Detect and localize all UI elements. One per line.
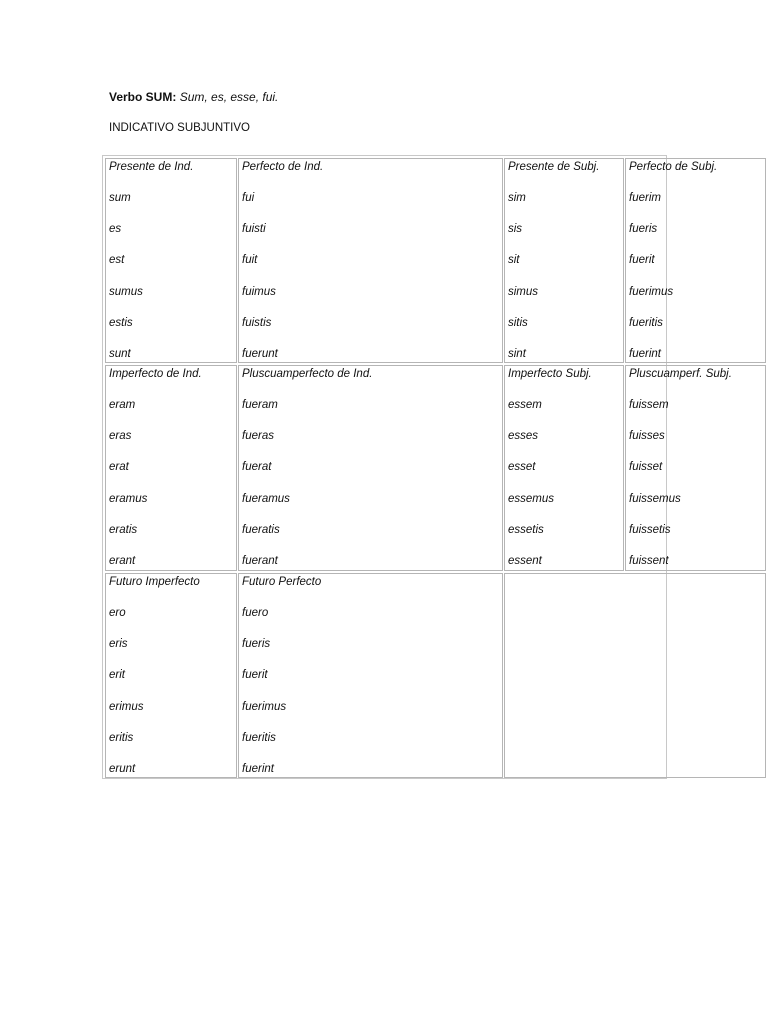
tense-title: Perfecto de Subj. [629, 161, 718, 173]
verb-form: sumus [109, 286, 143, 298]
verb-form: esses [508, 430, 539, 442]
tense-title: Pluscuamperfecto de Ind. [242, 368, 373, 380]
verb-form: fuerint [242, 763, 274, 775]
conjugation-table [102, 155, 732, 779]
verb-form: fuit [242, 254, 258, 266]
verb-form: fuero [242, 607, 269, 619]
verb-form: fueram [242, 399, 278, 411]
verb-form: fueris [242, 638, 271, 650]
tense-cell-pluscuamperfecto-ind [238, 365, 503, 571]
verb-form: fuerimus [242, 701, 287, 713]
verb-form: fuissem [629, 399, 669, 411]
verb-form: fuissetis [629, 524, 671, 536]
verb-form: eritis [109, 732, 134, 744]
tense-cell-presente-subj [504, 158, 624, 363]
verb-form: eram [109, 399, 136, 411]
tense-title: Futuro Imperfecto [109, 576, 200, 588]
verb-form: fuerim [629, 192, 661, 204]
verb-form: eras [109, 430, 132, 442]
verb-form: erat [109, 461, 129, 473]
verb-label: Verbo SUM: [109, 90, 177, 104]
verb-form: es [109, 223, 122, 235]
verb-form: fuisti [242, 223, 266, 235]
verb-form: fuimus [242, 286, 276, 298]
verb-form: sit [508, 254, 520, 266]
tense-cell-futuro-imperfecto [105, 573, 237, 778]
verb-form: sunt [109, 348, 131, 360]
tense-cell-perfecto-subj [625, 158, 766, 363]
tense-title: Futuro Perfecto [242, 576, 322, 588]
verb-form: sitis [508, 317, 528, 329]
verb-form: erimus [109, 701, 144, 713]
verb-form: fueramus [242, 493, 290, 505]
verb-form: esset [508, 461, 536, 473]
tense-title: Pluscuamperf. Subj. [629, 368, 732, 380]
tense-cell-imperfecto-subj [504, 365, 624, 571]
verb-form: simus [508, 286, 539, 298]
verb-form: sint [508, 348, 526, 360]
verb-form: sis [508, 223, 523, 235]
verb-form: eris [109, 638, 128, 650]
verb-form: fueritis [629, 317, 663, 329]
verb-form: fuerimus [629, 286, 674, 298]
verb-form: fuisses [629, 430, 665, 442]
tense-cell-perfecto-ind [238, 158, 503, 363]
tense-title: Presente de Ind. [109, 161, 194, 173]
verb-form: essemus [508, 493, 555, 505]
verb-form: fueris [629, 223, 658, 235]
tense-title: Perfecto de Ind. [242, 161, 324, 173]
verb-form: essent [508, 555, 542, 567]
verb-form: eratis [109, 524, 138, 536]
verb-form: sim [508, 192, 526, 204]
verb-form: fueras [242, 430, 274, 442]
verb-form: fuerit [242, 669, 268, 681]
verb-form: fuerant [242, 555, 278, 567]
verb-form: fui [242, 192, 255, 204]
verb-form: fuisset [629, 461, 663, 473]
tense-cell-futuro-perfecto [238, 573, 503, 778]
verb-form: fuerit [629, 254, 655, 266]
verb-form: est [109, 254, 125, 266]
verb-form: eramus [109, 493, 148, 505]
verb-form: fuistis [242, 317, 272, 329]
verb-form: fuerint [629, 348, 661, 360]
verb-form: sum [109, 192, 131, 204]
tense-cell-imperfecto-ind [105, 365, 237, 571]
verb-form: fuissent [629, 555, 669, 567]
verb-form: essem [508, 399, 542, 411]
tense-title: Imperfecto de Ind. [109, 368, 202, 380]
verb-form: erant [109, 555, 136, 567]
tense-title: Presente de Subj. [508, 161, 600, 173]
verb-form: erunt [109, 763, 136, 775]
verb-form: fueratis [242, 524, 280, 536]
verb-form: fueritis [242, 732, 276, 744]
tense-cell-pluscuamperf-subj [625, 365, 766, 571]
verb-form: ero [109, 607, 126, 619]
tense-title: Imperfecto Subj. [508, 368, 592, 380]
mood-subheading: INDICATIVO SUBJUNTIVO [109, 122, 250, 134]
empty-cell [504, 573, 766, 778]
document-heading [109, 90, 278, 104]
verb-form: erit [109, 669, 125, 681]
verb-form: fuissemus [629, 493, 681, 505]
verb-principal-parts: Sum, es, esse, fui. [179, 90, 279, 104]
verb-form: fuerunt [242, 348, 278, 360]
verb-form: essetis [508, 524, 544, 536]
tense-cell-presente-ind [105, 158, 237, 363]
verb-form: estis [109, 317, 133, 329]
verb-form: fuerat [242, 461, 272, 473]
